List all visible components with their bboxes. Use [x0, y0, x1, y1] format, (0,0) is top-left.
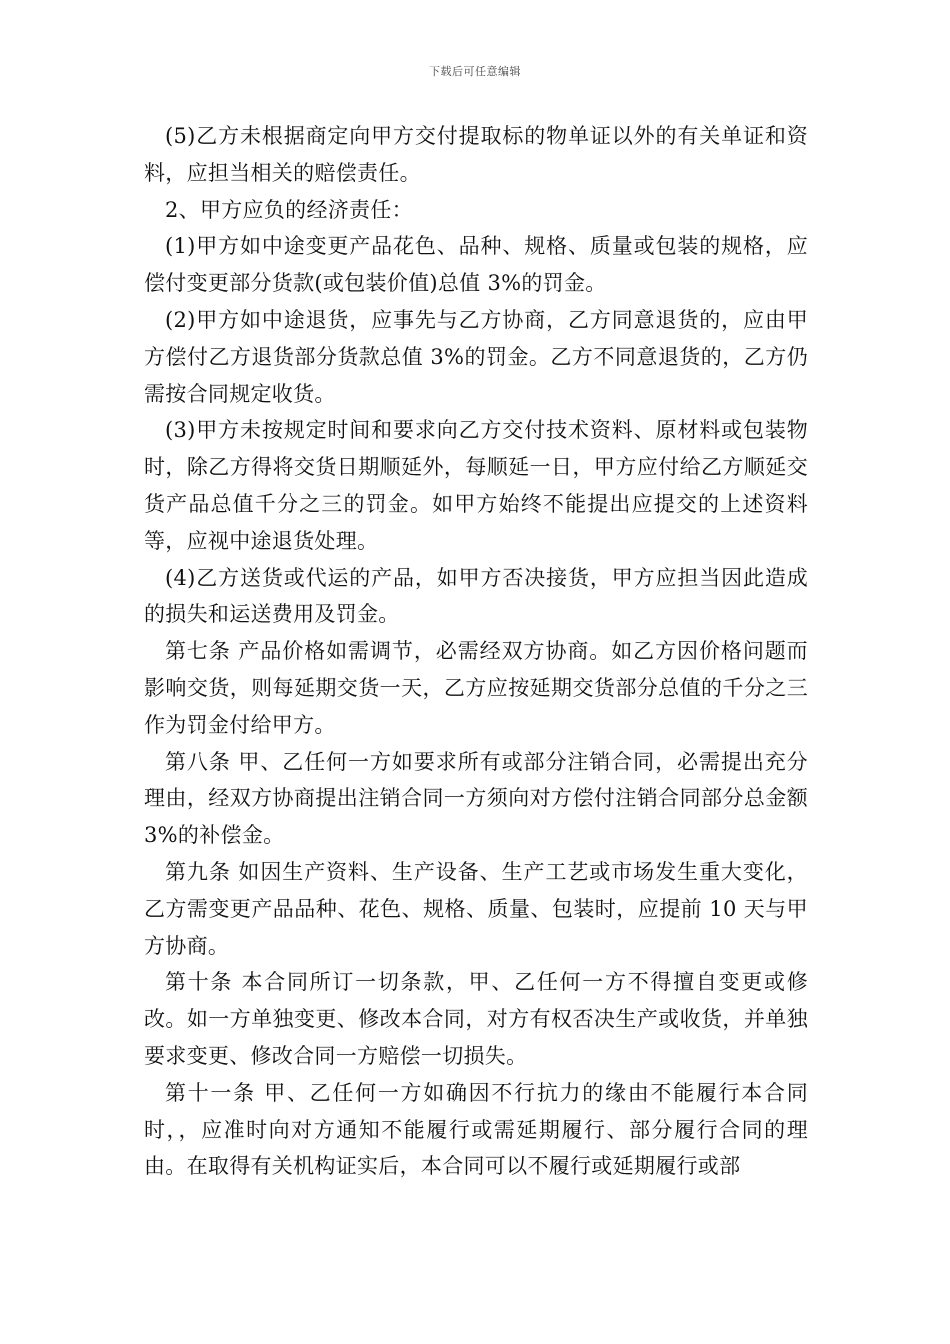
paragraph-clause-3: (3)甲方未按规定时间和要求向乙方交付技术资料、原材料或包装物时，除乙方得将交货日期顺延外，每顺延一日，甲方应付给乙方顺延交货产品总值千分之三的罚金。如甲方始终不能提出应提交的上述资料等，应视中途退货处理。	[144, 418, 808, 553]
paragraph-clause-1: (1)甲方如中途变更产品花色、品种、规格、质量或包装的规格，应偿付变更部分货款(或包装价值)总值 3%的罚金。	[144, 234, 808, 296]
paragraph-article-10: 第十条 本合同所订一切条款，甲、乙任何一方不得擅自变更或修改。如一方单独变更、修改本合同，对方有权否决生产或收货，并单独要求变更、修改合同一方赔偿一切损失。	[144, 970, 808, 1068]
paragraph-clause-5: (5)乙方未根据商定向甲方交付提取标的物单证以外的有关单证和资料，应担当相关的赔偿责任。	[144, 124, 808, 185]
paragraph-clause-4: (4)乙方送货或代运的产品，如甲方否决接货，甲方应担当因此造成的损失和运送费用及罚金。	[144, 565, 808, 627]
paragraph-clause-2: (2)甲方如中途退货，应事先与乙方协商，乙方同意退货的，应由甲方偿付乙方退货部分货款总值 3%的罚金。乙方不同意退货的，乙方仍需按合同规定收货。	[144, 307, 808, 406]
paragraph-section-2-heading: 2、甲方应负的经济责任：	[165, 197, 413, 222]
paragraph-article-8: 第八条 甲、乙任何一方如要求所有或部分注销合同，必需提出充分理由，经双方协商提出注销合同一方须向对方偿付注销合同部分总金额 3%的补偿金。	[144, 749, 808, 848]
paragraph-article-11: 第十一条 甲、乙任何一方如确因不行抗力的缘由不能履行本合同时，，应准时向对方通知不能履行或需延期履行、部分履行合同的理由。在取得有关机构证实后，本合同可以不履行或延期履行或部	[144, 1080, 808, 1179]
page-header: 下载后可任意编辑	[429, 65, 521, 78]
paragraph-article-9: 第九条 如因生产资料、生产设备、生产工艺或市场发生重大变化，乙方需变更产品品种、花色、规格、质量、包装时，应提前 10 天与甲方协商。	[144, 859, 808, 958]
document-body	[144, 118, 808, 1185]
paragraph-article-7: 第七条 产品价格如需调节，必需经双方协商。如乙方因价格问题而影响交货，则每延期交货一天，乙方应按延期交货部分总值的千分之三作为罚金付给甲方。	[144, 639, 808, 737]
